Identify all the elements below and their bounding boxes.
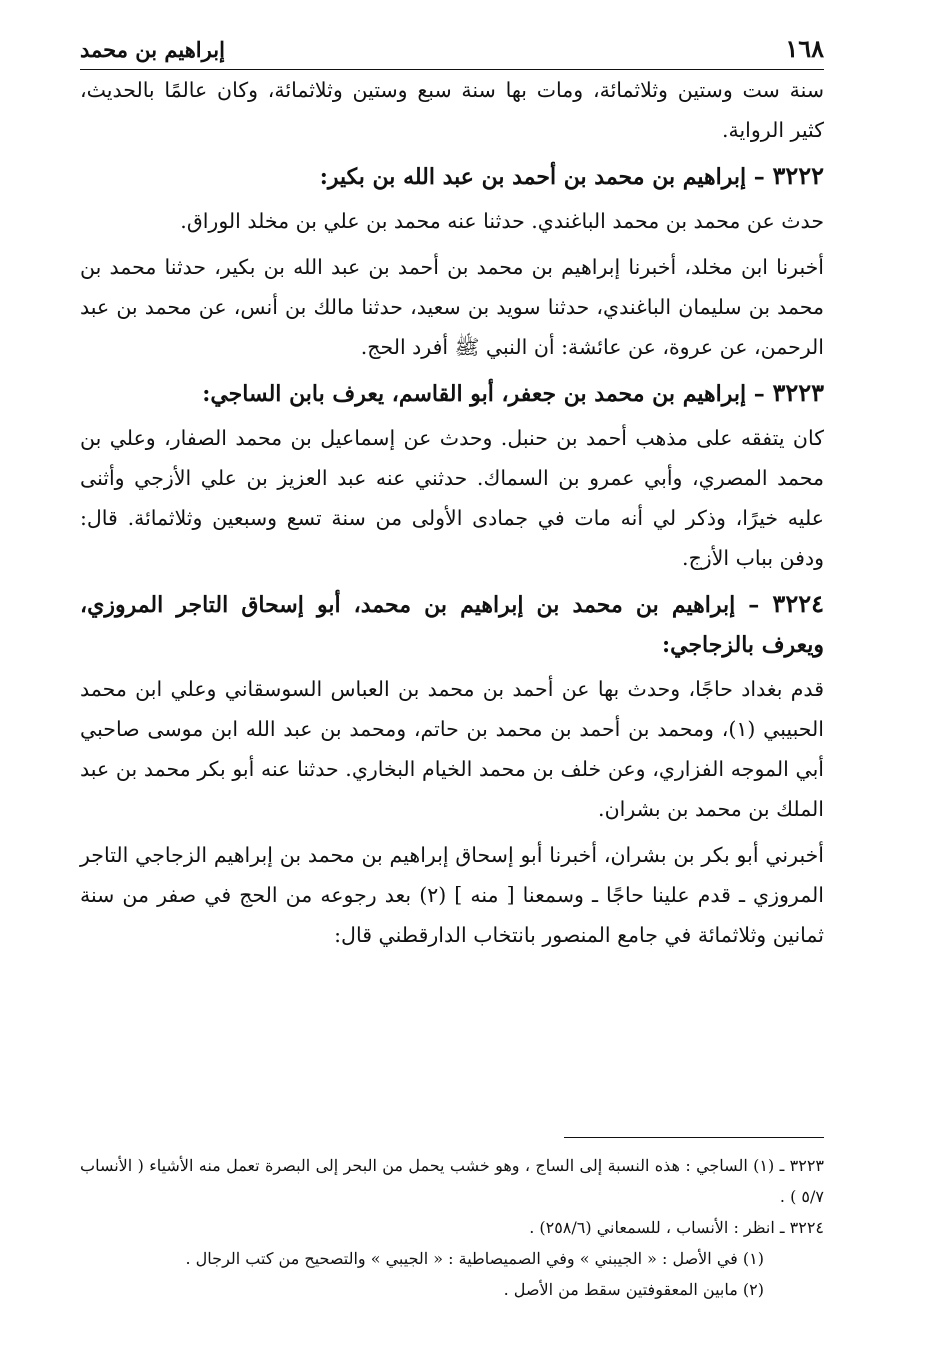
footnote-divider [564,1137,824,1138]
body-text [80,70,824,955]
entry-3224 [80,584,824,955]
running-head [80,34,824,70]
entry-paragraph: كان يتفقه على مذهب أحمد بن حنبل. وحدث عن إسماعيل بن محمد الصفار، وعلي بن محمد المصري، وأبي عمرو بن السماك. حدثني عنه عبد العزيز بن علي الأزجي وأثنى عليه خيرًا، وذكر لي أنه مات في جمادى الأولى من سنة تسع وسبعين وثلاثمائة. قال: ودفن بباب الأزج. [80,426,824,570]
footnotes [80,1150,824,1305]
footnote: ٣٢٢٤ ـ انظر : الأنساب ، للسمعاني (٢٥٨/٦) . [529,1218,824,1237]
entry-paragraph: أخبرني أبو بكر بن بشران، أخبرنا أبو إسحاق إبراهيم بن محمد بن إبراهيم الزجاجي التاجر المروزي ـ قدم علينا حاجًا ـ وسمعنا [ منه ] (٢) بعد رجوعه من الحج في صفر من سنة ثمانين وثلاثمائة في جامع المنصور بانتخاب الدارقطني قال: [80,843,824,947]
entry-title: إبراهيم بن محمد بن إبراهيم بن محمد، أبو إسحاق التاجر المروزي، ويعرف بالزجاجي: [80,592,824,658]
entry-heading [80,156,824,197]
footnote: ٣٢٢٣ ـ (١) الساجي : هذه النسبة إلى الساج ، وهو خشب يحمل من البحر إلى البصرة تعمل منه الأشياء ( الأنساب ٥/٧ ) . [80,1156,825,1206]
entry-number: ٣٢٢٤ [772,589,824,618]
entry-paragraph: قدم بغداد حاجًا، وحدث بها عن أحمد بن محمد بن العباس السوسقاني وعلي ابن محمد الحبيبي (١)، ومحمد بن أحمد بن محمد بن حاتم، ومحمد بن عبد الله ابن موسى صاحبي أبي الموجه الفزاري، وعن خلف بن محمد الخيام البخاري. حدثنا عنه أبو بكر محمد بن عبد الملك بن محمد بن بشران. [80,677,824,821]
heading-dash: – [746,381,765,407]
entry-heading [80,373,824,414]
entry-3222 [80,156,824,367]
heading-dash: – [746,164,765,190]
continuation-paragraph: سنة ست وستين وثلاثمائة، ومات بها سنة سبع وستين وثلاثمائة، وكان عالمًا بالحديث، كثير الرواية. [80,78,824,142]
entry-paragraph: أخبرنا ابن مخلد، أخبرنا إبراهيم بن محمد بن أحمد بن عبد الله بن بكير، حدثنا محمد بن محمد بن سليمان الباغندي، حدثنا سويد بن سعيد، حدثنا مالك بن أنس، عن محمد بن عبد الرحمن، عن عروة، عن عائشة: أن النبي ﷺ أفرد الحج. [80,255,824,359]
entry-number: ٣٢٢٢ [772,161,824,190]
footnote: (٢) مابين المعقوفتين سقط من الأصل . [503,1280,764,1299]
entry-title: إبراهيم بن محمد بن جعفر، أبو القاسم، يعرف بابن الساجي: [202,381,747,407]
entry-paragraph: حدث عن محمد بن محمد الباغندي. حدثنا عنه محمد بن علي بن مخلد الوراق. [180,209,824,233]
footnote: (١) في الأصل : « الجيبني » وفي الصميصاطية : « الجيبي » والتصحيح من كتب الرجال . [185,1249,764,1268]
heading-dash: – [735,592,760,618]
entry-heading [80,584,824,665]
entry-number: ٣٢٢٣ [772,378,824,407]
page-number: ١٦٨ [785,34,824,63]
entry-3223 [80,373,824,578]
entry-title: إبراهيم بن محمد بن أحمد بن عبد الله بن بكير: [319,164,747,190]
running-title: إبراهيم بن محمد [80,37,225,62]
